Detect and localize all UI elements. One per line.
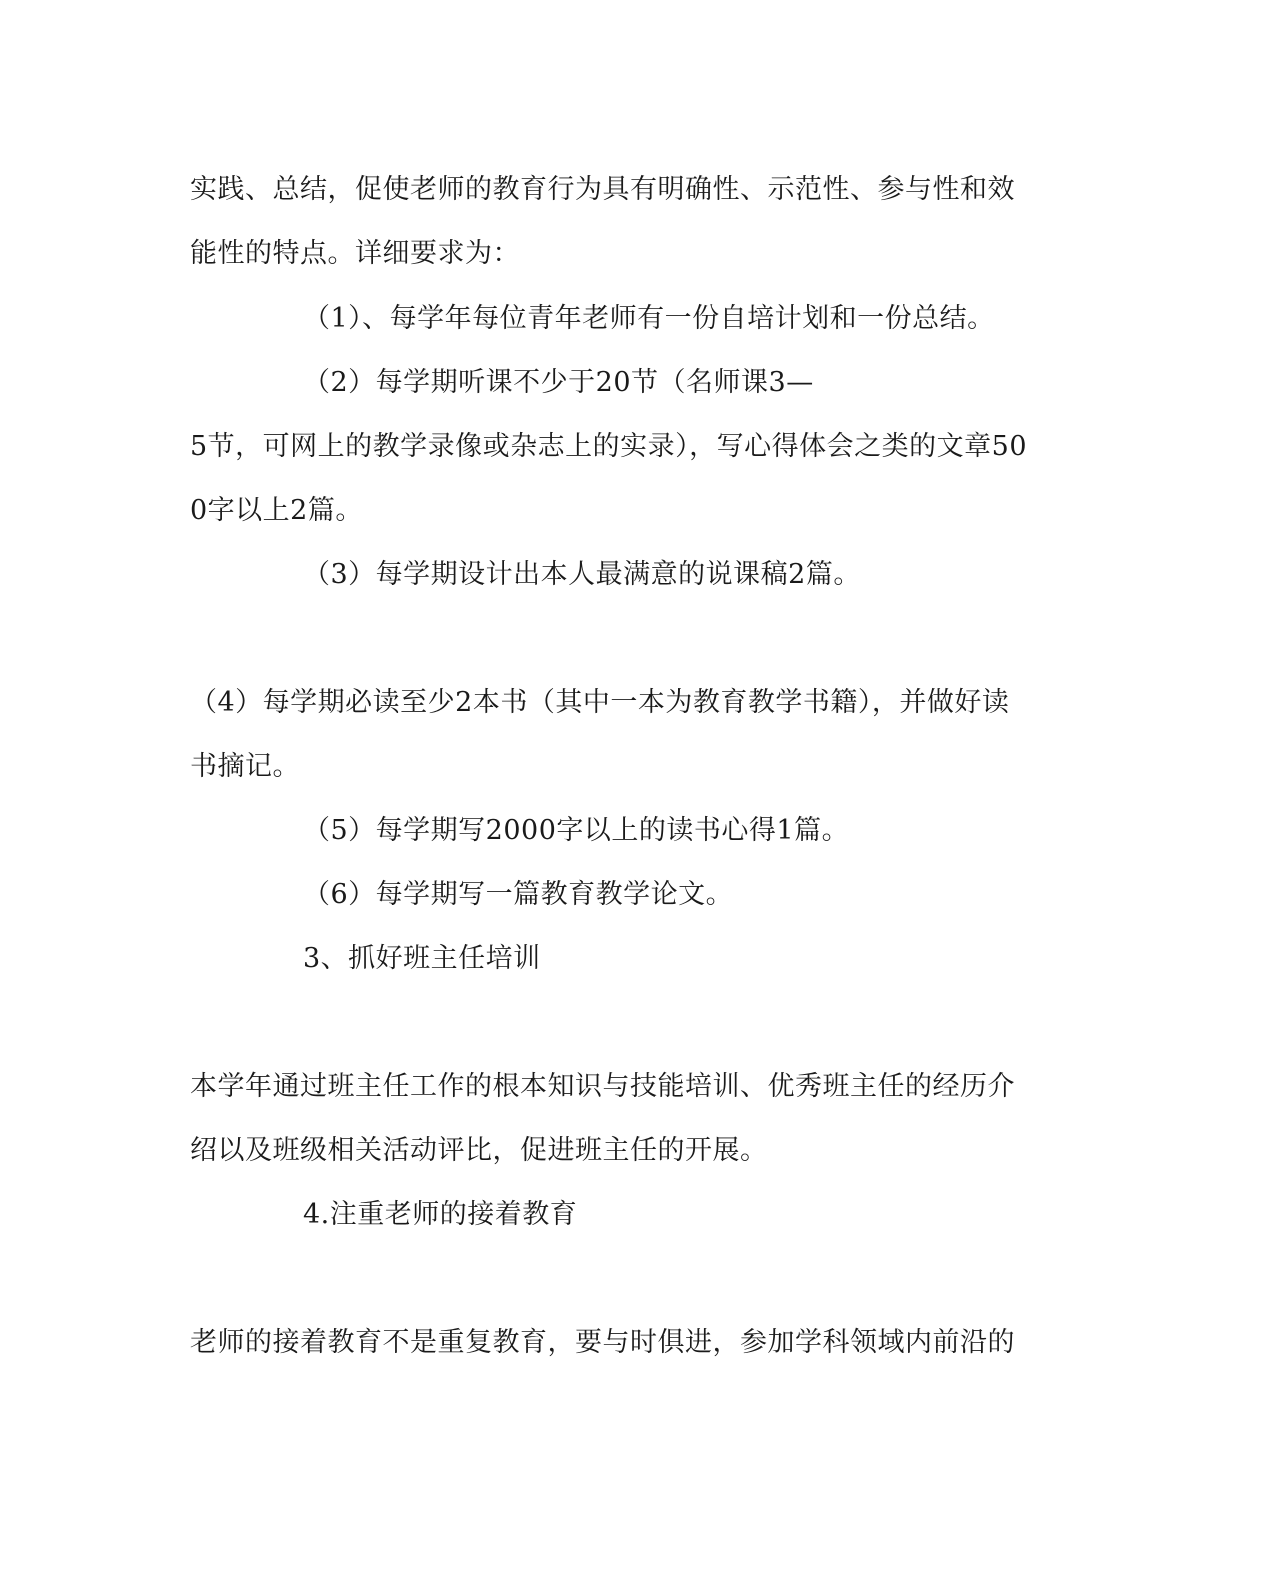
paragraph-line: 实践、总结，促使老师的教育行为具有明确性、示范性、参与性和效 [190, 174, 1015, 205]
paragraph-line: 老师的接着教育不是重复教育，要与时俱进，参加学科领域内前沿的 [190, 1327, 1015, 1358]
list-item-3: （3）每学期设计出本人最满意的说课稿2篇。 [303, 559, 861, 590]
list-item-4: （4）每学期必读至少2本书（其中一本为教育教学书籍），并做好读 [190, 687, 1010, 718]
list-item-5: （5）每学期写2000字以上的读书心得1篇。 [303, 815, 850, 846]
paragraph-line: 5节，可网上的教学录像或杂志上的实录），写心得体会之类的文章50 [190, 431, 1028, 462]
section-heading-3: 3、抓好班主任培训 [303, 943, 541, 974]
paragraph-line: 书摘记。 [190, 751, 300, 782]
paragraph-line: 绍以及班级相关活动评比，促进班主任的开展。 [190, 1135, 768, 1166]
list-item-6: （6）每学期写一篇教育教学论文。 [303, 879, 734, 910]
list-item-1: （1）、每学年每位青年老师有一份自培计划和一份总结。 [303, 303, 995, 334]
paragraph-line: 0字以上2篇。 [190, 495, 363, 526]
list-item-2: （2）每学期听课不少于20节（名师课3— [303, 367, 814, 398]
paragraph-line: 能性的特点。详细要求为： [190, 238, 520, 269]
paragraph-line: 本学年通过班主任工作的根本知识与技能培训、优秀班主任的经历介 [190, 1071, 1015, 1102]
section-heading-4: 4.注重老师的接着教育 [303, 1199, 578, 1230]
